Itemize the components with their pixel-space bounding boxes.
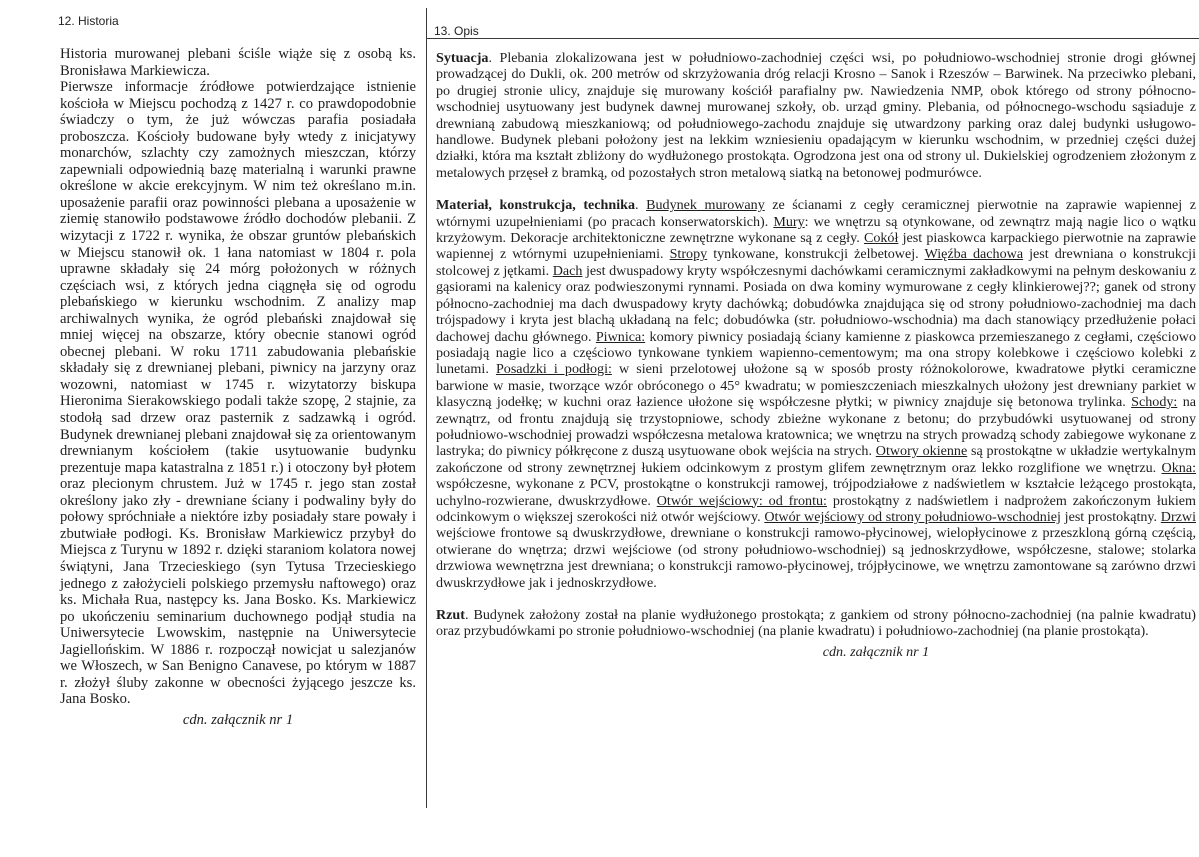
sytuacja-paragraph xyxy=(436,50,1196,181)
piwnica-text: komory piwnicy posiadają ściany kamienne z piaskowca przemieszanego z cegłami, częściowo posiadają nagie lico a częściowo tynkowane tynkiem wapienno-cementowym; ma ona stropy kolebkowe i częściowo kolebki z lunetami. xyxy=(436,328,1196,378)
historia-paragraph: Historia murowanej plebani ściśle wiąże się z osobą ks. Bronisława Markiewicza. xyxy=(60,46,416,79)
schody-text: na zewnątrz, od frontu znajdują się trzystopniowe, schody zbieżne wykonane z betonu; do przybudówki usytuowanej od strony południowo-wschodniej prowadzi współczesna metalowa kratownica; we wnętrzu na strych prowadzą schody zabiegowe wykonane z lastryka; do piwnicy półkręcone z duszą usytuowane obok wejścia na strych. xyxy=(436,394,1196,460)
piwnica-label: Piwnica: xyxy=(595,328,646,345)
drzwi-label: Drzwi xyxy=(1160,508,1197,525)
okna-text: współczesne, wykonane z PCV, prostokątne o konstrukcji ramowej, trójpodziałowe z nadświetlem w kształcie leżącego prostokąta, uchylno-rozwierane, dwuskrzydłowe. xyxy=(436,476,1196,509)
section-heading-opis: 13. Opis xyxy=(434,24,479,38)
otwor-frontu-text: prostokątny z nadświetlem i nadprożem zakończonym łukiem odcinkowym o większej szerokości niż otwór wejściowy. xyxy=(436,492,1197,525)
dach-label: Dach xyxy=(552,262,583,279)
otwor-pd-label: Otwór wejściowy od strony południowo-wschodniej xyxy=(764,508,1061,525)
stropy-text: tynkowane, konstrukcji żelbetowej. xyxy=(707,246,925,263)
rzut-paragraph xyxy=(436,607,1196,640)
opis-column xyxy=(436,50,1196,660)
posadzki-text: w sieni przelotowej ułożone są w sposób prosty różnokolorowe, kwadratowe płytki ceramiczne barwione w masie, tworzące wzór obróconego o 45° kwadratu; w pomieszczeniach mieszkalnych ułożony jest drewniany parkiet w klasyczną jodełkę; w kuchni oraz łazience ułożone się współczesne płytki; w piwnicy znajduje się betonowa trylinka. xyxy=(436,361,1196,411)
rzut-label: Rzut xyxy=(436,607,465,623)
otwor-frontu-label: Otwór wejściowy: od frontu: xyxy=(656,492,827,509)
continuation-note: cdn. załącznik nr 1 xyxy=(822,643,930,660)
budynek-label: Budynek murowany xyxy=(646,197,765,214)
historia-column xyxy=(60,46,416,730)
cokol-label: Cokół xyxy=(863,230,899,247)
material-label: Materiał, konstrukcja, technika xyxy=(436,197,636,214)
dach-text: jest dwuspadowy kryty współczesnymi dachówkami ceramicznymi zakładkowymi na pełnym deskowaniu z gąsiorami na kalenicy oraz podwieszonymi rynnami. Posiada on dwa kominy wymurowane z cegły klinkierowej??; ganek od strony północno-zachodniej ma dach dwuspadowy kryty dachówką; dobudówka znajdująca się od strony południowo-zachodniej ma dach trójspadowy i kryta jest blachą układaną na felc; dobudówka (str. południowo-wschodnia) ma dach stanowiący przedłużenie połaci dachowej dachu głównego. xyxy=(436,262,1196,345)
okna-label: Okna: xyxy=(1161,459,1196,476)
header-rule xyxy=(426,38,1199,39)
column-divider xyxy=(426,8,427,808)
wiezba-text: jest drewniana o konstrukcji stolcowej z jętkami. xyxy=(436,246,1197,279)
schody-label: Schody: xyxy=(1131,394,1178,411)
cokol-text: jest piaskowca karpackiego pierwotnie na zaprawie wapiennej z wtórnymi uzupełnieniami. xyxy=(436,230,1196,263)
otwory-text: są prostokątne w układzie wertykalnym zakończone od strony zewnętrznej łukiem odcinkowym z prostym glifem zewnętrznym oraz lekko rozglifione we wnętrzu. xyxy=(436,443,1196,476)
posadzki-label: Posadzki i podłogi: xyxy=(495,361,612,378)
wiezba-label: Więźba dachowa xyxy=(924,246,1024,263)
otwory-label: Otwory okienne xyxy=(875,443,968,460)
stropy-label: Stropy xyxy=(669,246,708,263)
continuation-note: cdn. załącznik nr 1 xyxy=(182,711,294,728)
budynek-text: ze ścianami z cegły ceramicznej pierwotnie na zaprawie wapiennej z wtórnymi uzupełnieniami (po pracach konserwatorskich). xyxy=(436,197,1196,230)
drzwi-text: wejściowe frontowe są dwuskrzydłowe, drewniane o konstrukcji ramowo-płycinowej, wielopłycinowe z przeszkloną górną częścią, otwierane do wnętrza; drzwi wejściowe (od strony południowo-wschodniej) są jednoskrzydłowe, współczesne, stalowe; stolarka drzwiowa wewnętrzna jest drewniana; o konstrukcji ramowo-płycinowej, trójpłycinowe, we wnętrzu zamontowane są zarówno drzwi dwuskrzydłowe jak i jednoskrzydłowe. xyxy=(436,525,1196,591)
otwor-pd-text: jest prostokątny. xyxy=(1060,508,1161,525)
mury-label: Mury xyxy=(773,213,805,230)
sytuacja-text: . Plebania zlokalizowana jest w południowo-zachodniej części wsi, po południowo-wschodniej stronie drogi głównej prowadzącej do Dukli, ok. 200 metrów od skrzyżowania dróg relacji Krosno – Sanok i Rzeszów – Barwinek. Na przeciwko plebani, po drugiej stronie ulicy, znajduje się murowany kościół parafialny pw. Nawiedzenia NMP, obok którego od strony północno-wschodniej usytuowany jest budynek dawnej murowanej szkoły, ob. urząd gminy. Plebania, od północnego-wschodu sąsiaduje z drewnianą zabudową mieszkaniową; od południowego-zachodu znajduje się utwardzony parking oraz dalej budynki usługowo-handlowe. Budynek plebani położony jest na lekkim wzniesieniu opadającym w kierunku wschodnim, w przedniej części dużej działki, która ma kształt zbliżony do wydłużonego prostokąta. Ogrodzona jest ona od strony ul. Dukielskiej ogrodzeniem złożonym z metalowych przęseł z bramką, od pozostałych stron metalową siatką na betonowej podmurówce. xyxy=(436,50,1196,181)
separator: . xyxy=(635,197,647,214)
historia-paragraph: Pierwsze informacje źródłowe potwierdzające istnienie kościoła w Miejscu pochodzą z 1427 r. co prawdopodobnie świadczy o tym, że już wówczas parafia posiadała proboszcza. Kościoły budowane były wtedy z inicjatywy monarchów, szlachty czy zamożnych mieszczan, którzy zapewniali odpowiednią bazę materialną i warunki prawne określone w akcie erekcyjnym. W nim też określano m.in. uposażenie parafii oraz powinności plebana a uposażenie w ziemię stanowiło podstawowe źródło dochodów plebanii. Z wizytacji z 1722 r. wynika, że obszar gruntów plebańskich w Miejscu stanowił ok. 1 łana natomiast w 1804 r. pola uprawne składały się 24 mórg położonych w różnych częściach wsi, z których jedna ciągnęła się od ogrodu plebańskiego w kierunku wschodnim. Z analizy map archiwalnych wynika, że ogród plebański znajdował się mniej więcej na obszarze, który obecnie stanowi ogród obecnej plebani. W roku 1711 zabudowania plebańskie składały się z drewnianej plebani, piwnicy na jarzyny oraz wozowni, natomiast w 1745 r. wizytatorzy biskupa Hieronima Sierakowskiego podali także szopę, 2 stajnie, za stodołą sad drzew oraz pasternik z sadzawką i ogród. Budynek drewnianej plebani znajdował się za orientowanym drewnianym kościołem (takie usytuowanie budynku prezentuje mapa katastralna z 1851 r.) i otoczony był płotem oraz plecionym chrustem. Już w 1745 r. jego stan został określony jako zły - drewniane ściany i podwaliny były do połowy spróchniałe a niektóre izby posiadały stare powały i zbutwiałe podłogi. Ks. Bronisław Markiewicz przybył do Miejsca z Turynu w 1892 r. dzięki staraniom kolatora nowej świątyni, Jana Trzecieskiego (syn Tytusa Trzecieskiego jednego z założycieli polskiego przemysłu naftowego) oraz ks. Michała Rua, następcy ks. Jana Bosko. Ks. Markiewicz po ukończeniu seminarium duchownego podjął studia na Uniwersytecie Lwowskim, następnie na Uniwersytecie Jagiellońskim. W 1886 r. rozpoczął nowicjat u salezjanów we Włoszech, w San Benigno Canavese, po którym w 1887 r. złożył śluby zakonne w obecności żyjącego jeszcze ks. Jana Bosko. xyxy=(60,79,416,708)
material-paragraph xyxy=(436,197,1196,591)
sytuacja-label: Sytuacja xyxy=(436,50,489,66)
mury-text: : we wnętrzu są otynkowane, od zewnątrz mają nagie lico o wątku krzyżowym. Dekoracje architektoniczne zewnętrzne wykonane są z cegły. xyxy=(436,213,1196,247)
section-heading-historia: 12. Historia xyxy=(58,14,119,28)
rzut-text: . Budynek założony został na planie wydłużonego prostokąta; z gankiem od strony północno-zachodniej (na palnie kwadratu) oraz przybudówkami po stronie południowo-wschodniej (na planie kwadratu) i południowo-zachodniej (na planie prostokąta). xyxy=(436,607,1196,640)
